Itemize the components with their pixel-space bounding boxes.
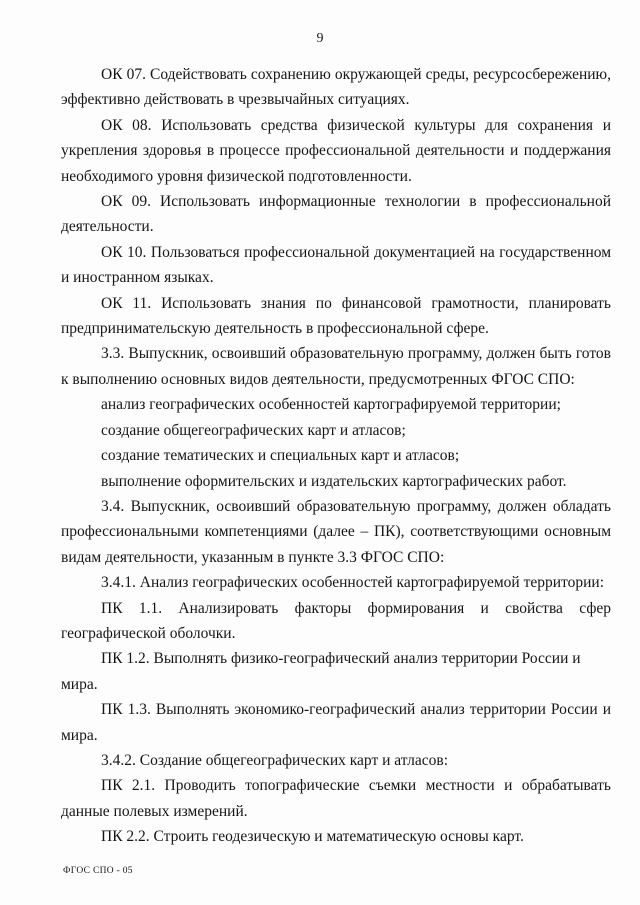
footer-label: ФГОС СПО - 05 bbox=[63, 866, 133, 876]
section-3-4-1: 3.4.1. Анализ географических особенностей картографируемой территории: bbox=[101, 574, 605, 592]
paragraph-pk-1-2: ПК 1.2. Выполнять физико-географический анализ территории России и мира. bbox=[61, 650, 581, 693]
paragraph-3-4: 3.4. Выпускник, освоивший образовательную программу, должен обладать профессиональными компетенциями (далее – ПК), соответствующими основным видам деятельности, указанным в пункте 3.3 ФГОС СПО: bbox=[61, 497, 611, 566]
activity-item-4: выполнение оформительских и издательских картографических работ. bbox=[101, 472, 567, 490]
paragraph-3-3: 3.3. Выпускник, освоивший образовательную программу, должен быть готов к выполнению основных видов деятельности, предусмотренных ФГОС СПО: bbox=[61, 345, 611, 388]
activity-item-3: создание тематических и специальных карт и атласов; bbox=[101, 447, 460, 465]
paragraph-pk-1-1: ПК 1.1. Анализировать факторы формирования и свойства сфер географической оболочки. bbox=[61, 599, 611, 642]
paragraph-ok-11: ОК 11. Использовать знания по финансовой грамотности, планировать предпринимательскую деятельность в профессиональной сфере. bbox=[61, 294, 611, 338]
paragraph-ok-10: ОК 10. Пользоваться профессиональной документацией на государственном и иностранном языках. bbox=[61, 243, 611, 287]
activity-item-1: анализ географических особенностей картографируемой территории; bbox=[101, 396, 561, 414]
paragraph-pk-2-2: ПК 2.2. Строить геодезическую и математическую основы карт. bbox=[101, 828, 524, 846]
paragraph-ok-07: ОК 07. Содействовать сохранению окружающей среды, ресурсосбережению, эффективно действовать в чрезвычайных ситуациях. bbox=[61, 66, 611, 109]
paragraph-pk-1-3: ПК 1.3. Выполнять экономико-географический анализ территории России и мира. bbox=[61, 701, 611, 744]
document-body bbox=[61, 62, 611, 850]
section-3-4-2: 3.4.2. Создание общегеографических карт и атласов: bbox=[101, 751, 449, 769]
page-number: 9 bbox=[316, 31, 324, 46]
paragraph-ok-08: ОК 08. Использовать средства физической культуры для сохранения и укрепления здоровья в процессе профессиональной деятельности и поддержания необходимого уровня физической подготовленности. bbox=[61, 116, 611, 185]
paragraph-pk-2-1: ПК 2.1. Проводить топографические съемки местности и обрабатывать данные полевых измерений. bbox=[61, 777, 611, 820]
activity-item-2: создание общегеографических карт и атласов; bbox=[101, 421, 406, 439]
paragraph-ok-09: ОК 09. Использовать информационные технологии в профессиональной деятельности. bbox=[61, 193, 611, 236]
